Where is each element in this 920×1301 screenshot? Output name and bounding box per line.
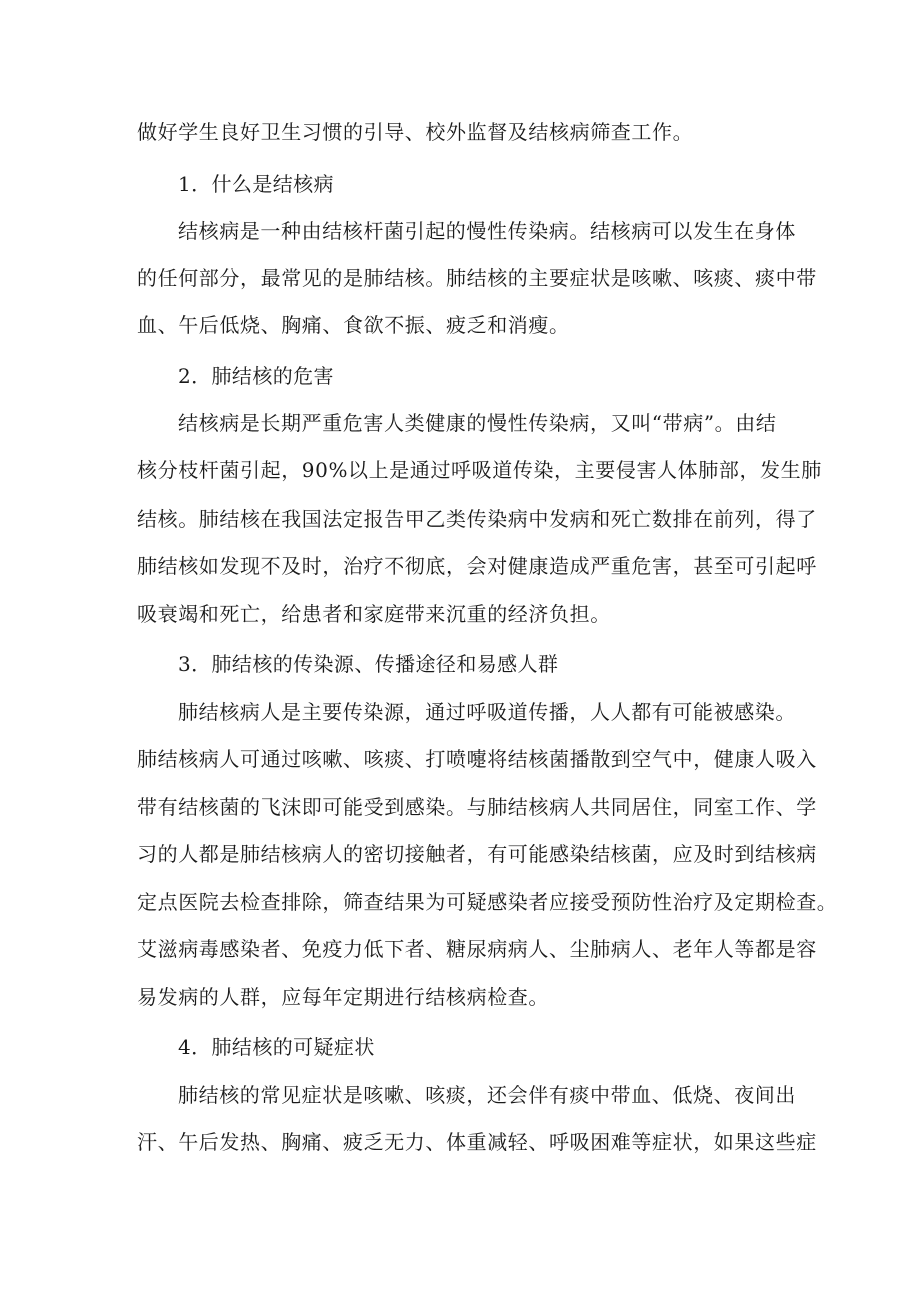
paragraph-line: 结核病是长期严重危害人类健康的慢性传染病，又叫“带病”。由结 [178, 411, 777, 435]
paragraph-line: 做好学生良好卫生习惯的引导、校外监督及结核病筛查工作。 [137, 120, 694, 144]
paragraph-line: 肺结核如发现不及时，治疗不彻底，会对健康造成严重危害，甚至可引起呼 [137, 554, 817, 578]
paragraph-line: 核分枝杆菌引起，90%以上是通过呼吸道传染，主要侵害人体肺部，发生肺 [137, 458, 822, 482]
paragraph-line: 汗、午后发热、胸痛、疲乏无力、体重减轻、呼吸困难等症状，如果这些症 [137, 1130, 817, 1154]
paragraph-line: 结核病是一种由结核杆菌引起的慢性传染病。结核病可以发生在身体 [178, 219, 796, 243]
section-heading-2: 2．肺结核的危害 [178, 364, 334, 388]
section-heading-1: 1．什么是结核病 [178, 172, 334, 196]
section-heading-3: 3．肺结核的传染源、传播途径和易感人群 [178, 652, 559, 676]
paragraph-line: 肺结核病人是主要传染源，通过呼吸道传播，人人都有可能被感染。 [178, 700, 796, 724]
paragraph-line: 吸衰竭和死亡，给患者和家庭带来沉重的经济负担。 [137, 602, 611, 626]
paragraph-line: 肺结核的常见症状是咳嗽、咳痰，还会伴有痰中带血、低烧、夜间出 [178, 1083, 796, 1107]
paragraph-line: 易发病的人群，应每年定期进行结核病检查。 [137, 985, 549, 1009]
paragraph-line: 血、午后低烧、胸痛、食欲不振、疲乏和消瘦。 [137, 313, 570, 337]
paragraph-line: 的任何部分，最常见的是肺结核。肺结核的主要症状是咳嗽、咳痰、痰中带 [137, 266, 817, 290]
paragraph-line: 带有结核菌的飞沫即可能受到感染。与肺结核病人共同居住，同室工作、学 [137, 795, 817, 819]
paragraph-line: 习的人都是肺结核病人的密切接触者，有可能感染结核菌，应及时到结核病 [137, 842, 817, 866]
paragraph-line: 定点医院去检查排除，筛查结果为可疑感染者应接受预防性治疗及定期检查。 [137, 890, 838, 914]
section-heading-4: 4．肺结核的可疑症状 [178, 1035, 375, 1059]
paragraph-line: 肺结核病人可通过咳嗽、咳痰、打喷嚏将结核菌播散到空气中，健康人吸入 [137, 747, 817, 771]
paragraph-line: 艾滋病毒感染者、免疫力低下者、糖尿病病人、尘肺病人、老年人等都是容 [137, 937, 817, 961]
paragraph-line: 结核。肺结核在我国法定报告甲乙类传染病中发病和死亡数排在前列，得了 [137, 507, 817, 531]
